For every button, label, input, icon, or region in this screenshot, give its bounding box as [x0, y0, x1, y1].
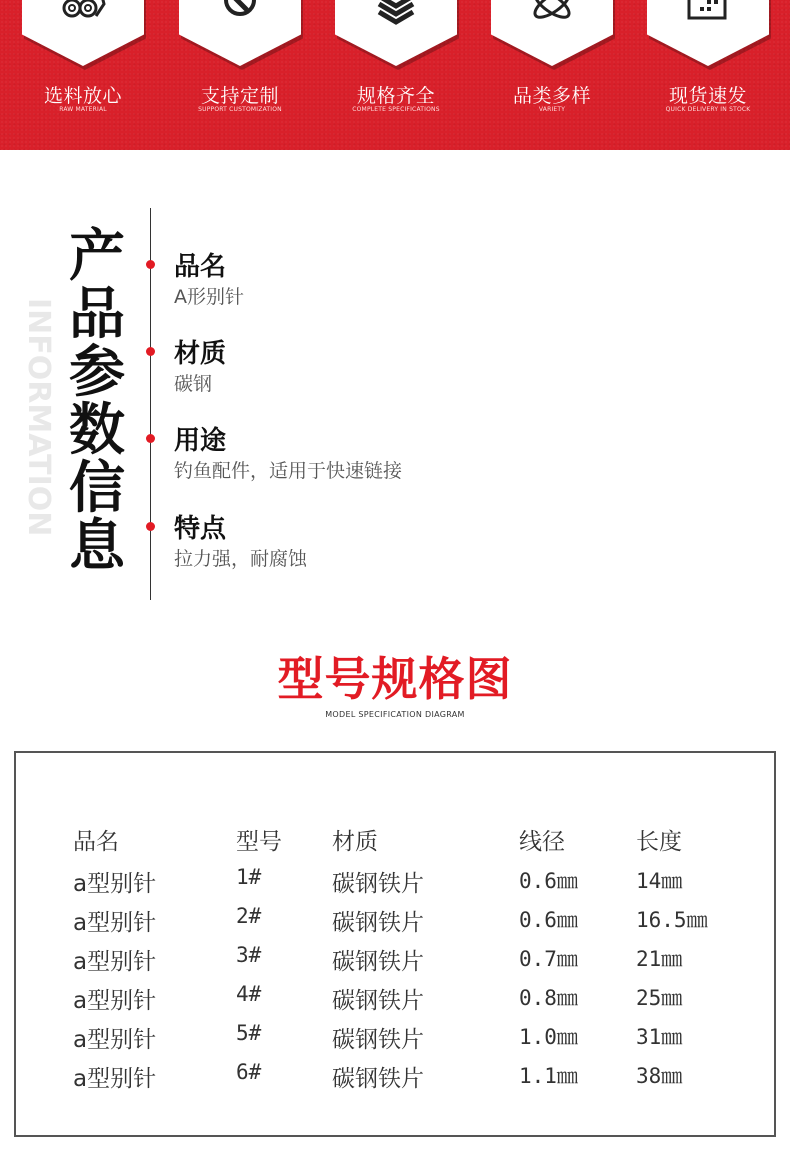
table-cell: a型别针: [73, 1066, 157, 1092]
table-cell: 碳钢铁片: [332, 1027, 424, 1053]
title-char: 品: [69, 282, 125, 347]
feature-subtitle: SUPPORT CUSTOMIZATION: [198, 106, 282, 113]
feature-subtitle: RAW MATERIAL: [59, 106, 107, 113]
feature-subtitle: QUICK DELIVERY IN STOCK: [665, 106, 751, 113]
table-cell: 碳钢铁片: [332, 988, 424, 1014]
feature-title: 选料放心: [43, 85, 122, 107]
table-cell: 25㎜: [636, 986, 683, 1010]
feature-specifications: [335, 0, 457, 150]
table-cell: 0.6㎜: [519, 869, 578, 893]
table-cell: 38㎜: [636, 1064, 683, 1088]
table-row: [16, 982, 774, 1021]
info-section-title: [66, 224, 128, 579]
table-cell: 0.6㎜: [519, 908, 578, 932]
info-label: 品名: [174, 252, 227, 282]
feature-raw-material: [22, 0, 144, 150]
table-row: [16, 865, 774, 904]
table-row: [16, 1021, 774, 1060]
atom-icon: [527, 0, 577, 32]
info-value: 碳钢: [174, 373, 213, 395]
spec-subtitle: MODEL SPECIFICATION DIAGRAM: [325, 710, 465, 719]
table-row: [16, 943, 774, 982]
spec-title: 型号规格图: [277, 652, 513, 706]
table-cell: 3#: [236, 943, 262, 967]
title-char: 息: [69, 514, 125, 579]
table-row: [16, 1060, 774, 1099]
table-cell: 1.1㎜: [519, 1064, 578, 1088]
table-cell: 2#: [236, 904, 262, 928]
table-cell: a型别针: [73, 949, 157, 975]
timeline-dot: [146, 522, 155, 531]
info-value: A形别针: [174, 286, 244, 308]
spec-table-box: [14, 751, 776, 1137]
table-cell: a型别针: [73, 871, 157, 897]
title-char: 产: [69, 224, 125, 289]
information-watermark: INFORMATION: [21, 298, 56, 537]
coil-icon: [58, 0, 108, 32]
info-label: 材质: [174, 339, 227, 369]
feature-subtitle: VARIETY: [538, 106, 566, 113]
table-cell: 碳钢铁片: [332, 910, 424, 936]
table-cell: a型别针: [73, 988, 157, 1014]
table-header-cell: 长度: [636, 829, 682, 855]
table-header-cell: 品名: [73, 829, 119, 855]
table-cell: 碳钢铁片: [332, 871, 424, 897]
feature-title: 规格齐全: [356, 85, 435, 107]
timeline-dot: [146, 434, 155, 443]
title-char: 数: [69, 398, 125, 463]
info-value: 钓鱼配件，适用于快速链接: [174, 460, 403, 482]
feature-banner: [0, 0, 790, 150]
feature-title: 支持定制: [200, 85, 279, 107]
feature-quick-delivery: [647, 0, 769, 150]
info-label: 特点: [174, 514, 227, 544]
table-cell: 碳钢铁片: [332, 1066, 424, 1092]
title-char: 信: [69, 456, 125, 521]
table-cell: 31㎜: [636, 1025, 683, 1049]
feature-customization: [179, 0, 301, 150]
table-header-cell: 材质: [332, 829, 378, 855]
layers-icon: [371, 0, 421, 32]
table-cell: 碳钢铁片: [332, 949, 424, 975]
table-header-cell: 线径: [519, 829, 565, 855]
table-cell: 1#: [236, 865, 262, 889]
feature-variety: [491, 0, 613, 150]
table-header-row: [16, 823, 774, 862]
calendar-icon: [683, 0, 733, 32]
table-cell: 5#: [236, 1021, 262, 1045]
feature-title: 品类多样: [512, 85, 591, 107]
timeline-dot: [146, 260, 155, 269]
feature-title: 现货速发: [668, 85, 747, 107]
table-cell: 16.5㎜: [636, 908, 708, 932]
table-cell: 0.8㎜: [519, 986, 578, 1010]
table-header-cell: 型号: [236, 829, 282, 855]
info-label: 用途: [174, 426, 227, 456]
title-char: 参: [69, 340, 125, 405]
feature-subtitle: COMPLETE SPECIFICATIONS: [352, 106, 440, 113]
table-cell: a型别针: [73, 910, 157, 936]
table-cell: 21㎜: [636, 947, 683, 971]
table-cell: 1.0㎜: [519, 1025, 578, 1049]
table-row: [16, 904, 774, 943]
table-cell: 6#: [236, 1060, 262, 1084]
timeline-dot: [146, 347, 155, 356]
table-cell: 4#: [236, 982, 262, 1006]
info-value: 拉力强，耐腐蚀: [174, 548, 308, 570]
table-cell: a型别针: [73, 1027, 157, 1053]
table-cell: 0.7㎜: [519, 947, 578, 971]
table-cell: 14㎜: [636, 869, 683, 893]
wrench-icon: [215, 0, 265, 32]
